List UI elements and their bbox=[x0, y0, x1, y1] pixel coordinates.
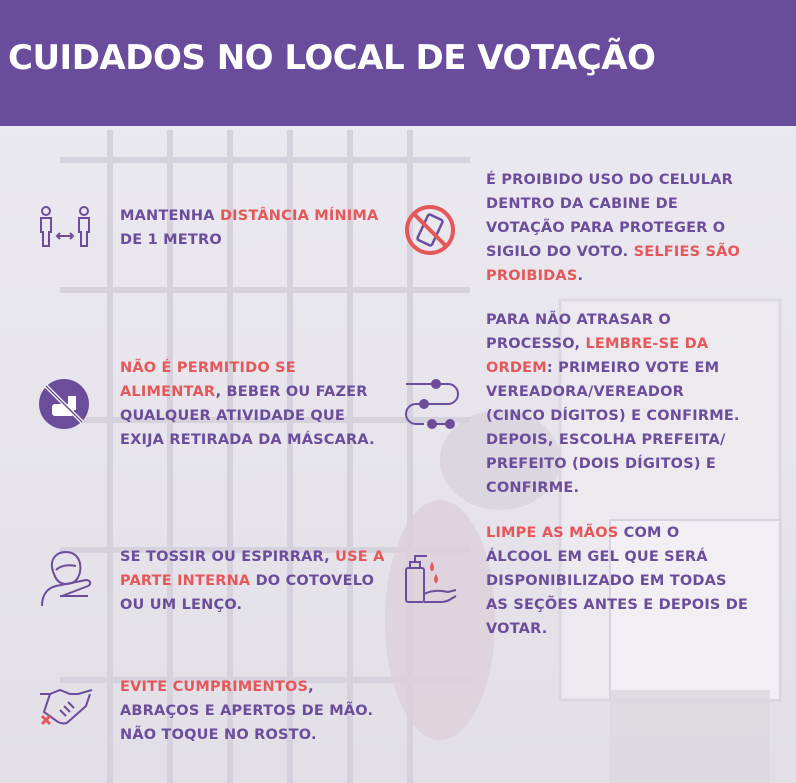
tip-text: OU UM LENÇO. bbox=[120, 597, 243, 613]
hand-sanitizer-icon bbox=[402, 550, 460, 608]
tip-text: VEREADORA/VEREADOR bbox=[486, 384, 685, 400]
tip-highlight: PARTE INTERNA bbox=[120, 573, 251, 589]
tip-text: EXIJA RETIRADA DA MÁSCARA. bbox=[120, 432, 375, 448]
tip-text: SE TOSSIR OU ESPIRRAR, bbox=[120, 549, 336, 565]
no-phone-icon bbox=[404, 204, 456, 256]
tip-highlight: LIMPE AS MÃOS bbox=[486, 525, 619, 541]
tip-text: PREFEITO (DOIS DÍGITOS) E bbox=[486, 456, 717, 472]
tip-text: MANTENHA bbox=[120, 208, 220, 224]
tip-highlight: ORDEM bbox=[486, 360, 547, 376]
social-distance-icon bbox=[36, 206, 96, 250]
tip-text: AS SEÇÕES ANTES E DEPOIS DE bbox=[486, 597, 749, 613]
tip-highlight: EVITE CUMPRIMENTOS bbox=[120, 679, 309, 695]
tip-highlight: NÃO É PERMITIDO SE bbox=[120, 360, 296, 376]
page-title: CUIDADOS NO LOCAL DE VOTAÇÃO bbox=[8, 38, 656, 78]
tip-text: , BEBER OU FAZER bbox=[215, 384, 368, 400]
no-handshake-icon bbox=[38, 686, 94, 730]
tip-hands bbox=[486, 521, 748, 641]
tip-text: ABRAÇOS E APERTOS DE MÃO. bbox=[120, 703, 374, 719]
tip-distance bbox=[120, 204, 378, 252]
tip-highlight: USE A bbox=[335, 549, 385, 565]
tip-highlight: ALIMENTAR bbox=[120, 384, 216, 400]
tip-food bbox=[120, 356, 375, 452]
no-eating-icon bbox=[38, 378, 90, 430]
tip-text: ÁLCOOL EM GEL QUE SERÁ bbox=[486, 549, 708, 565]
tip-text: DO COTOVELO bbox=[250, 573, 375, 589]
tip-text: DE 1 METRO bbox=[120, 232, 222, 248]
tip-text: PARA NÃO ATRASAR O bbox=[486, 312, 671, 328]
tip-text: COM O bbox=[618, 525, 680, 541]
tip-text: NÃO TOQUE NO ROSTO. bbox=[120, 727, 317, 743]
tip-text: SIGILO DO VOTO. bbox=[486, 244, 634, 260]
tip-highlight: DISTÂNCIA MÍNIMA bbox=[219, 208, 379, 224]
tip-text: VOTAR. bbox=[486, 621, 548, 637]
tip-highlight: PROIBIDAS bbox=[486, 268, 578, 284]
tip-text: DEPOIS, ESCOLHA PREFEITA/ bbox=[486, 432, 726, 448]
tip-text: QUALQUER ATIVIDADE QUE bbox=[120, 408, 345, 424]
tip-text: : PRIMEIRO VOTE EM bbox=[546, 360, 720, 376]
tip-text: CONFIRME. bbox=[486, 480, 580, 496]
tip-text: (CINCO DÍGITOS) E CONFIRME. bbox=[486, 408, 740, 424]
tip-order bbox=[486, 308, 740, 500]
tip-text: PROCESSO, bbox=[486, 336, 586, 352]
tip-text: É PROIBIDO USO DO CELULAR bbox=[486, 172, 733, 188]
cough-elbow-icon bbox=[38, 550, 92, 608]
header-bar bbox=[0, 0, 796, 126]
tip-highlight: LEMBRE-SE DA bbox=[585, 336, 709, 352]
sequence-icon bbox=[404, 378, 460, 430]
tip-text: , bbox=[308, 679, 314, 695]
tip-text: DENTRO DA CABINE DE bbox=[486, 196, 678, 212]
tip-highlight: SELFIES SÃO bbox=[633, 244, 741, 260]
tip-phone bbox=[486, 168, 740, 288]
tip-text: DISPONIBILIZADO EM TODAS bbox=[486, 573, 727, 589]
tip-text: . bbox=[577, 268, 584, 284]
tip-cough bbox=[120, 545, 385, 617]
tip-text: VOTAÇÃO PARA PROTEGER O bbox=[486, 220, 726, 236]
tip-greet bbox=[120, 675, 373, 747]
